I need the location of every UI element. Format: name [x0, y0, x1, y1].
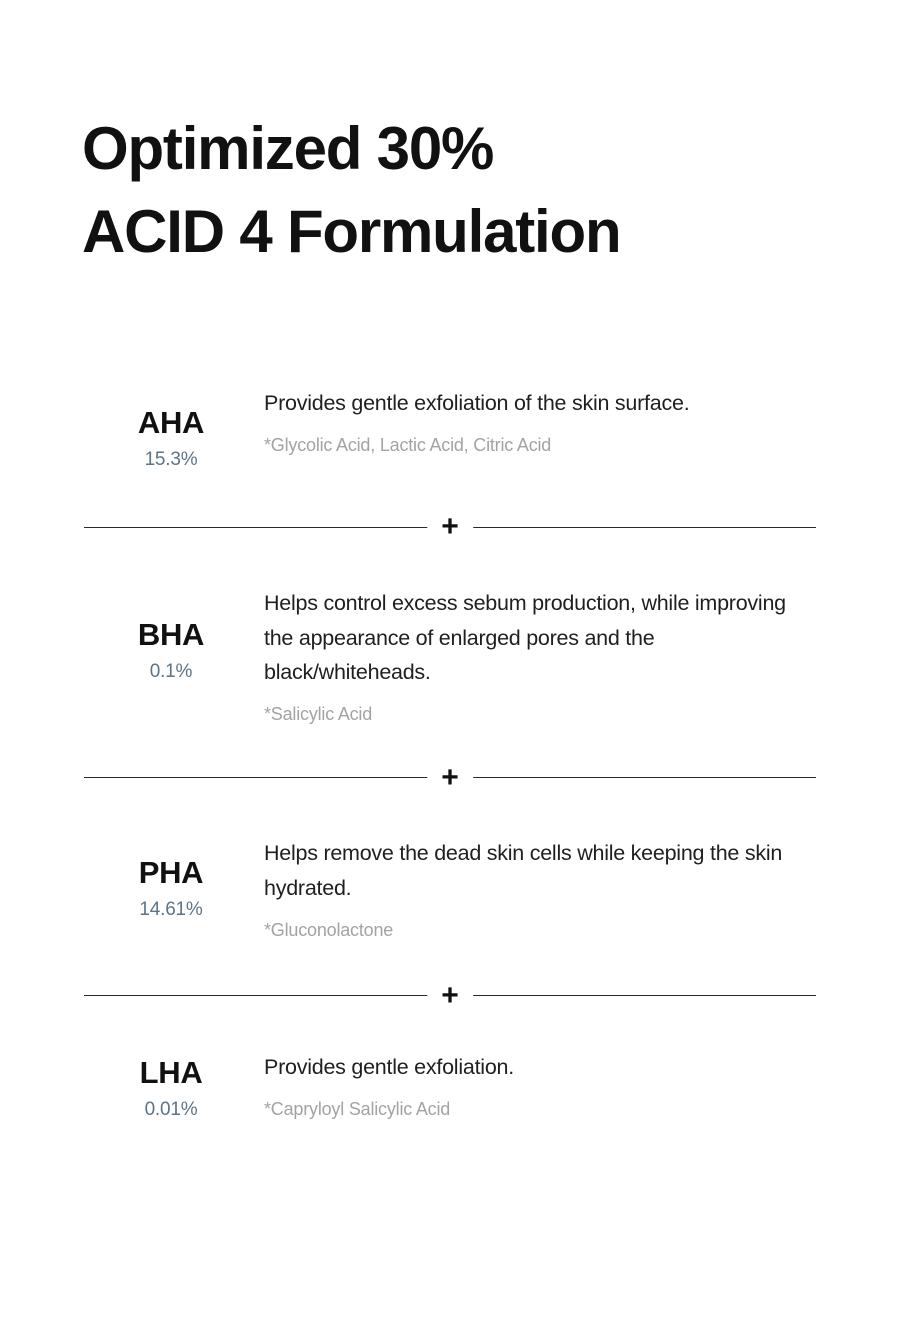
ingredient-row-bha	[0, 586, 900, 728]
page-title-line-1: Optimized 30%	[82, 115, 494, 182]
ingredient-description: Helps control excess sebum production, while improving the appearance of enlarged pores and the black/whiteheads.	[264, 590, 786, 685]
ingredient-name: BHA	[137, 616, 205, 652]
ingredient-note: *Gluconolactone	[264, 920, 394, 941]
ingredient-percent: 15.3%	[144, 448, 198, 470]
ingredient-details-aha	[260, 386, 812, 458]
plus-icon: +	[427, 981, 473, 1011]
ingredient-name: AHA	[137, 405, 205, 440]
ingredient-row-pha	[0, 836, 900, 943]
plus-icon: +	[427, 512, 473, 542]
ingredient-percent: 14.61%	[139, 899, 203, 921]
plus-icon: +	[427, 763, 473, 793]
ingredient-name: LHA	[139, 1055, 203, 1091]
ingredient-identity-lha	[82, 1050, 260, 1121]
ingredient-description: Provides gentle exfoliation.	[264, 1055, 514, 1080]
ingredient-details-lha	[260, 1050, 812, 1122]
ingredient-row-aha	[0, 386, 900, 471]
divider-1	[84, 510, 816, 544]
ingredient-identity-bha	[82, 586, 260, 683]
page-title	[82, 108, 842, 274]
ingredient-identity-aha	[82, 386, 260, 471]
ingredient-row-lha	[0, 1050, 900, 1122]
ingredient-percent: 0.1%	[149, 660, 193, 682]
ingredient-description: Helps remove the dead skin cells while keeping the skin hydrated.	[264, 841, 783, 901]
page-title-line-2: ACID 4 Formulation	[82, 197, 621, 265]
ingredient-note: *Capryloyl Salicylic Acid	[264, 1099, 451, 1120]
ingredient-list	[0, 386, 900, 1122]
divider-3	[84, 978, 816, 1012]
ingredient-details-pha	[260, 836, 812, 943]
ingredient-name: PHA	[138, 855, 204, 891]
ingredient-percent: 0.01%	[144, 1099, 198, 1121]
divider-2	[84, 760, 816, 794]
ingredient-note: *Salicylic Acid	[264, 704, 373, 725]
ingredient-details-bha	[260, 586, 812, 728]
ingredient-identity-pha	[82, 836, 260, 921]
ingredient-description: Provides gentle exfoliation of the skin surface.	[264, 391, 690, 415]
ingredient-note: *Glycolic Acid, Lactic Acid, Citric Acid	[264, 434, 552, 455]
